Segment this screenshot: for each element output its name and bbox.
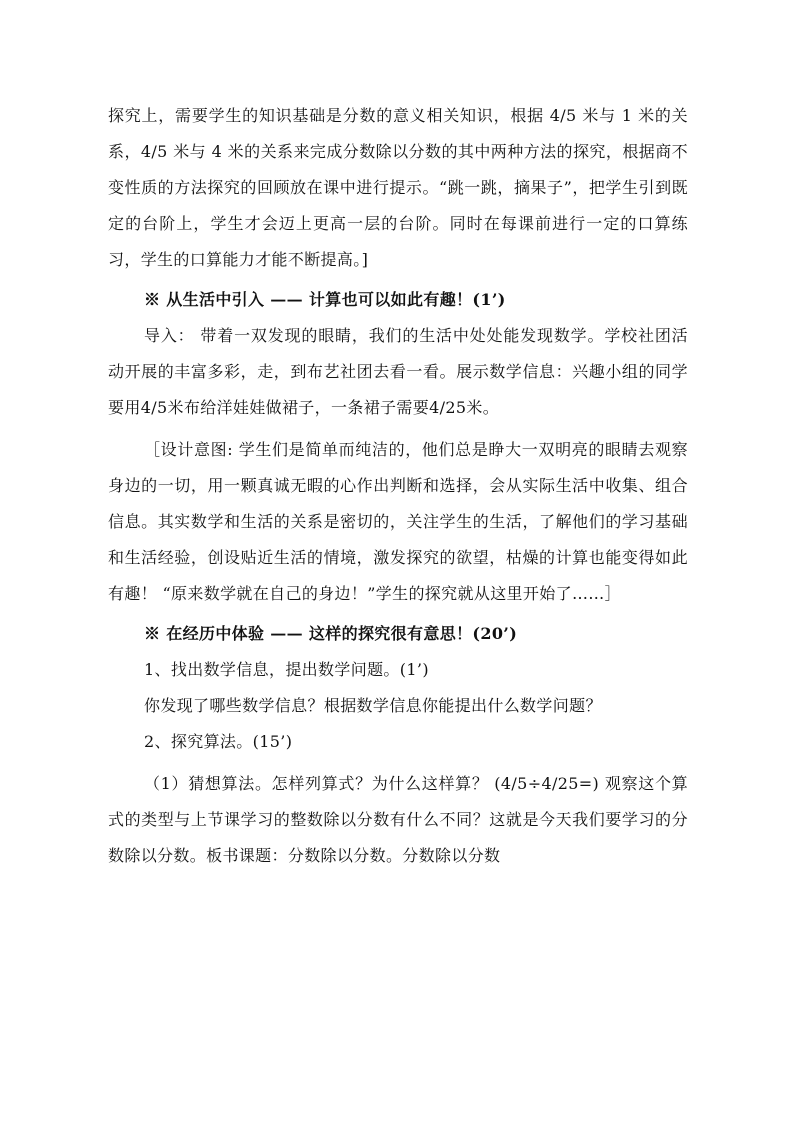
paragraph-design-intent: ［设计意图: 学生们是简单而纯洁的，他们总是睁大一双明亮的眼睛去观察身边的一切，用一颗真诚无暇的心作出判断和选择，会从实际生活中收集、组合信息。其实数学和生活的关系是密切的，关注学生的生活，了解他们的学习基础和生活经验，创设贴近生活的情境，激发探究的欲望，枯燥的计算也能变得如此有趣！ “原来数学就在自己的身边！”学生的探究就从这里开始了……］	[108, 440, 688, 603]
step-explore-algorithm: 2、探究算法。(15’)	[144, 732, 293, 751]
paragraph-guess-algorithm: （1）猜想算法。怎样列算式？为什么这样算？ (4/5÷4/25=) 观察这个算式的类型与上节课学习的整数除以分数有什么不同？这就是今天我们要学习的分数除以分数。板书课题：分数除以分数。分数除以分数	[108, 774, 688, 865]
paragraph-intro-continuation: 探究上，需要学生的知识基础是分数的意义相关知识，根据 4/5 米与 1 米的关系，4/5 米与 4 米的关系来完成分数除以分数的其中两种方法的探究，根据商不变性质的方法探究的回顾放在课中进行提示。“跳一跳，摘果子”，把学生引到既定的台阶上，学生才会迈上更高一层的台阶。同时在每课前进行一定的口算练习，学生的口算能力才能不断提高。]	[108, 106, 688, 269]
document-body	[108, 98, 688, 874]
section-heading-experience: ※ 在经历中体验 —— 这样的探究很有意思！(20’)	[144, 624, 518, 643]
paragraph-introduction: 导入： 带着一双发现的眼睛，我们的生活中处处能发现数学。学校社团活动开展的丰富多彩，走，到布艺社团去看一看。展示数学信息：兴趣小组的同学要用4/5米布给洋娃娃做裙子，一条裙子需要4/25米。	[108, 326, 688, 417]
section-heading-life: ※ 从生活中引入 —— 计算也可以如此有趣！(1’)	[144, 290, 506, 309]
step-find-information: 1、找出数学信息，提出数学问题。(1’)	[144, 660, 429, 679]
question-math-information: 你发现了哪些数学信息？根据数学信息你能提出什么数学问题？	[144, 696, 602, 715]
